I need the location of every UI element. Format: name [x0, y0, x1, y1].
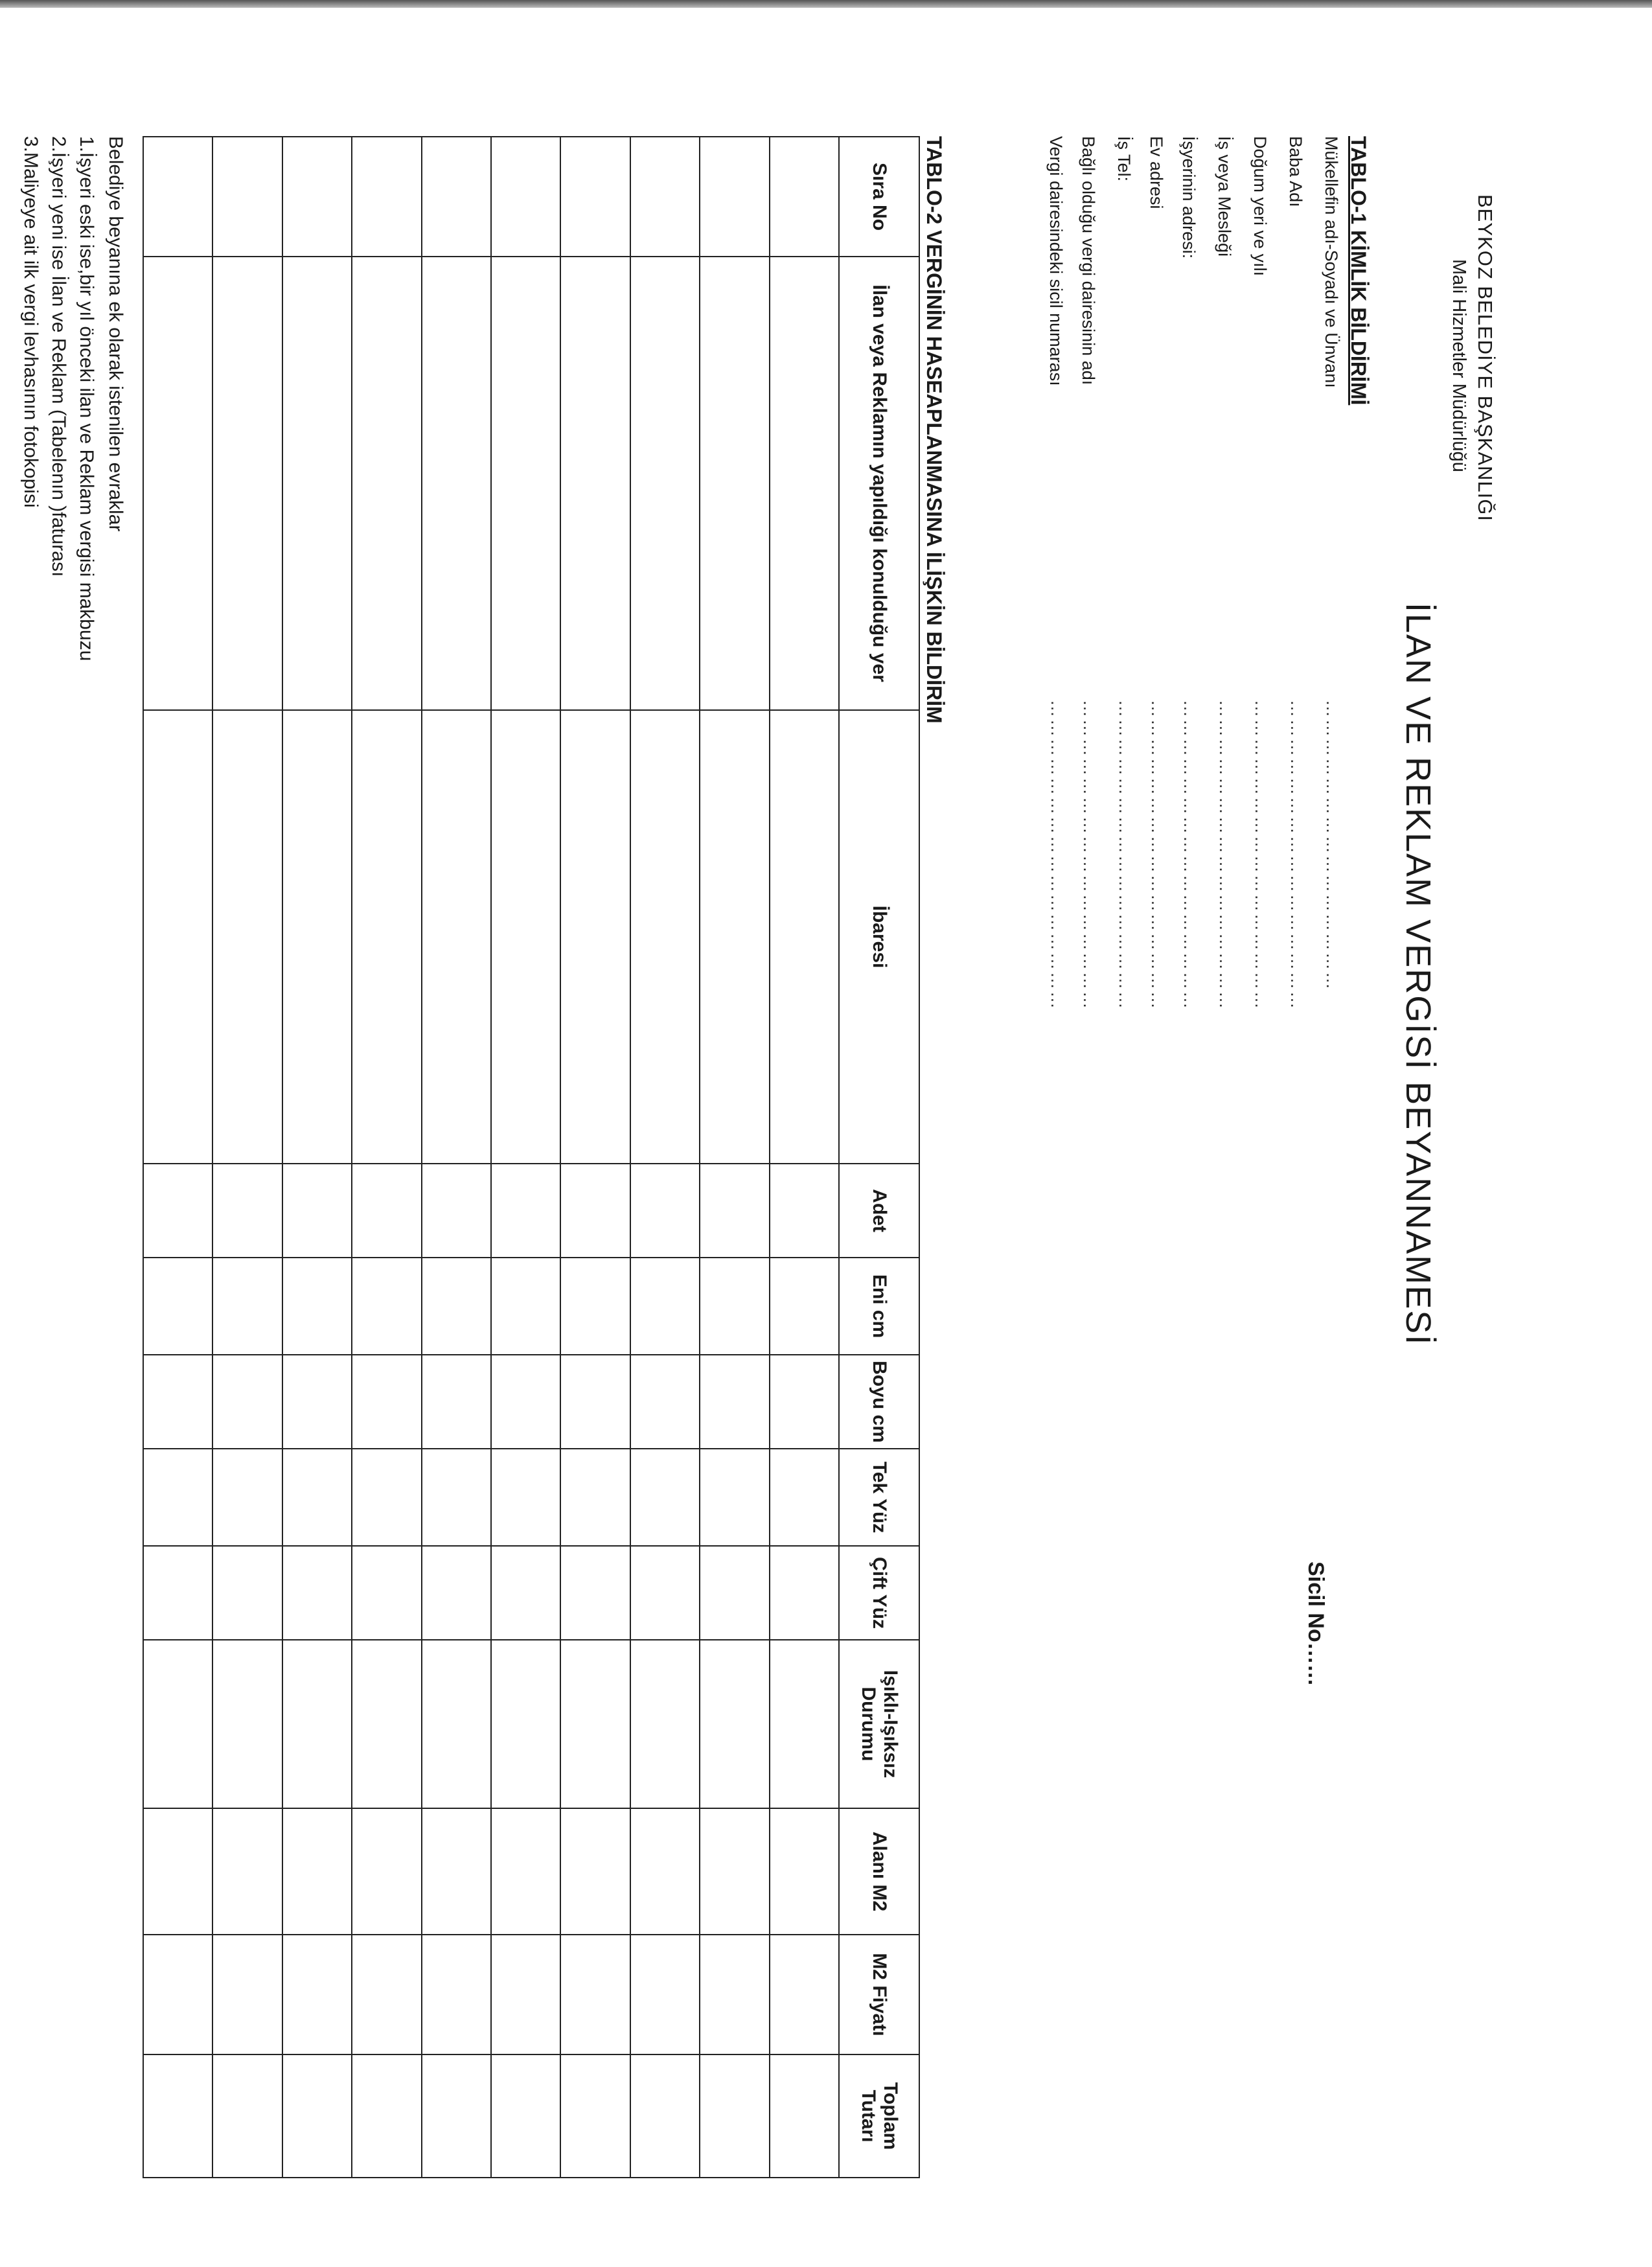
table-cell[interactable]: [770, 1546, 839, 1640]
table-cell[interactable]: [770, 710, 839, 1164]
table-cell[interactable]: [491, 1546, 560, 1640]
table-cell[interactable]: [143, 1449, 212, 1546]
table-cell[interactable]: [282, 710, 352, 1164]
table-cell[interactable]: [282, 1449, 352, 1546]
table-cell[interactable]: [491, 710, 560, 1164]
table-cell[interactable]: [700, 137, 769, 257]
table-cell[interactable]: [630, 1449, 700, 1546]
column-header: Sıra No: [839, 137, 919, 257]
department-name: Mali Hizmetler Müdürlüğü: [1449, 259, 1469, 472]
table-cell[interactable]: [560, 1164, 630, 1258]
attachment-item: 1.İşyeri eski ise,bir yıl önceki ilan ve Reklam vergisi makbuzu: [76, 136, 97, 662]
table-cell[interactable]: [770, 2054, 839, 2178]
table-cell[interactable]: [491, 2054, 560, 2178]
table-cell[interactable]: [422, 1640, 491, 1808]
attachment-item: 3.Maliyeye ait ilk vergi levhasının fotokopisi: [20, 136, 41, 508]
table-cell[interactable]: [212, 1546, 282, 1640]
table-cell[interactable]: [212, 137, 282, 257]
table-cell[interactable]: [143, 2054, 212, 2178]
field-fill-line[interactable]: …………………………………………: [1216, 700, 1235, 1011]
table-cell[interactable]: [422, 1355, 491, 1449]
table-cell[interactable]: [282, 137, 352, 257]
table-row: [770, 137, 839, 2178]
table-row: [422, 137, 491, 2178]
table-cell[interactable]: [352, 1164, 421, 1258]
table-cell[interactable]: [630, 1355, 700, 1449]
table-cell[interactable]: [630, 1546, 700, 1640]
table-cell[interactable]: [491, 1164, 560, 1258]
table-cell[interactable]: [630, 1935, 700, 2054]
table-cell[interactable]: [422, 137, 491, 257]
table-cell[interactable]: [630, 1640, 700, 1808]
table-cell[interactable]: [282, 257, 352, 710]
column-header: Eni cm: [839, 1258, 919, 1355]
table-cell[interactable]: [143, 1640, 212, 1808]
table-cell[interactable]: [212, 1808, 282, 1935]
table-cell[interactable]: [770, 1935, 839, 2054]
column-header: Boyu cm: [839, 1355, 919, 1449]
table-cell[interactable]: [143, 1164, 212, 1258]
table-row: [700, 137, 769, 2178]
table-cell[interactable]: [143, 1258, 212, 1355]
table-cell[interactable]: [560, 1640, 630, 1808]
table-cell[interactable]: [422, 1808, 491, 1935]
column-header: Adet: [839, 1164, 919, 1258]
table-cell[interactable]: [212, 1258, 282, 1355]
table-cell[interactable]: [560, 137, 630, 257]
table-cell[interactable]: [630, 137, 700, 257]
table-cell[interactable]: [560, 1935, 630, 2054]
table-cell[interactable]: [700, 257, 769, 710]
table-cell[interactable]: [770, 1808, 839, 1935]
column-header: Çift Yüz: [839, 1546, 919, 1640]
table-cell[interactable]: [352, 1935, 421, 2054]
table-cell[interactable]: [700, 1546, 769, 1640]
column-header: İbaresi: [839, 710, 919, 1164]
table2-heading: TABLO-2 VERGİNİN HASEAPLANMASINA İLİŞKİN BİLDİRİM: [923, 136, 946, 724]
tax-calculation-table: [143, 136, 920, 2178]
table-cell[interactable]: [212, 710, 282, 1164]
table-body: [143, 137, 839, 2178]
table-cell[interactable]: [700, 1640, 769, 1808]
table1-heading: TABLO-1 KİMLİK BİLDİRİMİ: [1347, 136, 1370, 406]
field-label: Ev adresi: [1147, 136, 1166, 209]
column-header: Işıklı-Işıksız Durumu: [839, 1640, 919, 1808]
table-cell[interactable]: [700, 1449, 769, 1546]
table-cell[interactable]: [630, 1258, 700, 1355]
table-cell[interactable]: [143, 1808, 212, 1935]
table-cell[interactable]: [560, 1355, 630, 1449]
field-label: İşyerinin adresi:: [1179, 136, 1199, 259]
table-cell[interactable]: [630, 1164, 700, 1258]
table-cell[interactable]: [560, 2054, 630, 2178]
table-cell[interactable]: [491, 257, 560, 710]
table-cell[interactable]: [352, 2054, 421, 2178]
table-cell[interactable]: [560, 710, 630, 1164]
table-cell[interactable]: [422, 710, 491, 1164]
table-cell[interactable]: [700, 1258, 769, 1355]
field-label: Vergi dairesindeki sicil numarası: [1046, 136, 1066, 386]
table-cell[interactable]: [491, 1640, 560, 1808]
table-cell[interactable]: [282, 1546, 352, 1640]
table-cell[interactable]: [143, 137, 212, 257]
table-cell[interactable]: [212, 1164, 282, 1258]
table-cell[interactable]: [143, 710, 212, 1164]
table-row: [352, 137, 421, 2178]
table-cell[interactable]: [630, 257, 700, 710]
table-cell[interactable]: [352, 1449, 421, 1546]
table-cell[interactable]: [212, 1640, 282, 1808]
table-cell[interactable]: [630, 2054, 700, 2178]
table-cell[interactable]: [770, 257, 839, 710]
table-cell[interactable]: [700, 710, 769, 1164]
table-cell[interactable]: [282, 1640, 352, 1808]
municipality-name: BEYKOZ BELEDİYE BAŞKANLIĞI: [1474, 194, 1497, 522]
table-cell[interactable]: [422, 1449, 491, 1546]
table-cell[interactable]: [282, 1258, 352, 1355]
column-header: Tek Yüz: [839, 1449, 919, 1546]
table-cell[interactable]: [560, 1808, 630, 1935]
table-cell[interactable]: [422, 1935, 491, 2054]
table-cell[interactable]: [770, 1355, 839, 1449]
table-cell[interactable]: [352, 257, 421, 710]
table-cell[interactable]: [143, 1935, 212, 2054]
field-fill-line[interactable]: …………………………………………: [1080, 700, 1099, 1011]
table-row: [143, 137, 212, 2178]
table-cell[interactable]: [770, 1449, 839, 1546]
attachments-heading: Belediye beyanına ek olarak istenilen evraklar: [105, 136, 126, 532]
field-fill-line[interactable]: …………………………………………: [1252, 700, 1271, 1011]
table-cell[interactable]: [630, 710, 700, 1164]
table-cell[interactable]: [212, 2054, 282, 2178]
form-title: İLAN VE REKLAM VERGİSİ BEYANNAMESİ: [1399, 603, 1438, 1346]
table-cell[interactable]: [491, 1808, 560, 1935]
table-cell[interactable]: [770, 1640, 839, 1808]
column-header: M2 Fiyatı: [839, 1935, 919, 2054]
table-cell[interactable]: [560, 1546, 630, 1640]
table-cell[interactable]: [491, 1258, 560, 1355]
table-cell[interactable]: [770, 137, 839, 257]
field-label: Doğum yeri ve yılı: [1250, 136, 1270, 277]
table-cell[interactable]: [352, 1258, 421, 1355]
table-row: [282, 137, 352, 2178]
table-cell[interactable]: [560, 1258, 630, 1355]
table-cell[interactable]: [491, 137, 560, 257]
table-cell[interactable]: [212, 257, 282, 710]
table-cell[interactable]: [560, 1449, 630, 1546]
table-cell[interactable]: [700, 2054, 769, 2178]
field-label: Bağlı olduğu vergi dairesinin adı: [1079, 136, 1098, 386]
table-cell[interactable]: [700, 1808, 769, 1935]
table-cell[interactable]: [282, 1164, 352, 1258]
table-cell[interactable]: [282, 1808, 352, 1935]
table-cell[interactable]: [352, 1640, 421, 1808]
table-cell[interactable]: [422, 1164, 491, 1258]
table-row: [630, 137, 700, 2178]
table-cell[interactable]: [352, 1546, 421, 1640]
attachment-item: 2.İşyeri yeni ise İlan ve Reklam (Tabelenın )faturası: [48, 136, 69, 577]
table-cell[interactable]: [422, 2054, 491, 2178]
table-cell[interactable]: [212, 1935, 282, 2054]
table-cell[interactable]: [352, 1808, 421, 1935]
field-label: İş Tel:: [1114, 136, 1134, 182]
table-cell[interactable]: [352, 1355, 421, 1449]
table-cell[interactable]: [422, 257, 491, 710]
table-cell[interactable]: [282, 2054, 352, 2178]
table-cell[interactable]: [422, 1546, 491, 1640]
table-cell[interactable]: [700, 1935, 769, 2054]
table-cell[interactable]: [212, 1449, 282, 1546]
field-fill-line[interactable]: …………………………………………: [1180, 700, 1200, 1011]
field-fill-line[interactable]: …………………………………………: [1148, 700, 1167, 1011]
field-label: İş veya Mesleği: [1215, 136, 1234, 257]
table-row: [212, 137, 282, 2178]
table-cell[interactable]: [770, 1258, 839, 1355]
table-cell[interactable]: [143, 1546, 212, 1640]
table-cell[interactable]: [282, 1935, 352, 2054]
field-fill-line[interactable]: …………………………………………: [1116, 700, 1135, 1011]
table-row: [560, 137, 630, 2178]
table-cell[interactable]: [422, 1258, 491, 1355]
table-row: [491, 137, 560, 2178]
table-cell[interactable]: [630, 1808, 700, 1935]
column-header: Alanı M2: [839, 1808, 919, 1935]
column-header: Toplam Tutarı: [839, 2054, 919, 2178]
field-fill-line[interactable]: ………………………………………: [1323, 700, 1342, 991]
field-fill-line[interactable]: …………………………………………: [1287, 700, 1307, 1011]
table-cell[interactable]: [143, 257, 212, 710]
table-cell[interactable]: [560, 257, 630, 710]
column-header: İlan veya Reklamın yapıldığı konulduğu yer: [839, 257, 919, 710]
table-cell[interactable]: [491, 1355, 560, 1449]
table-cell[interactable]: [212, 1355, 282, 1449]
table-cell[interactable]: [143, 1355, 212, 1449]
field-label: Baba Adı: [1286, 136, 1305, 207]
sicil-number-field: Sicil No……: [1303, 1561, 1328, 1686]
table-cell[interactable]: [491, 1935, 560, 2054]
table-cell[interactable]: [700, 1164, 769, 1258]
field-label: Mükellefin adı-Soyadı ve Ünvanı: [1322, 136, 1341, 388]
table-cell[interactable]: [700, 1355, 769, 1449]
table-cell[interactable]: [491, 1449, 560, 1546]
field-fill-line[interactable]: …………………………………………: [1048, 700, 1067, 1011]
table-cell[interactable]: [352, 137, 421, 257]
table-cell[interactable]: [282, 1355, 352, 1449]
table-cell[interactable]: [770, 1164, 839, 1258]
table-cell[interactable]: [352, 710, 421, 1164]
table-header-row: [839, 137, 919, 2178]
